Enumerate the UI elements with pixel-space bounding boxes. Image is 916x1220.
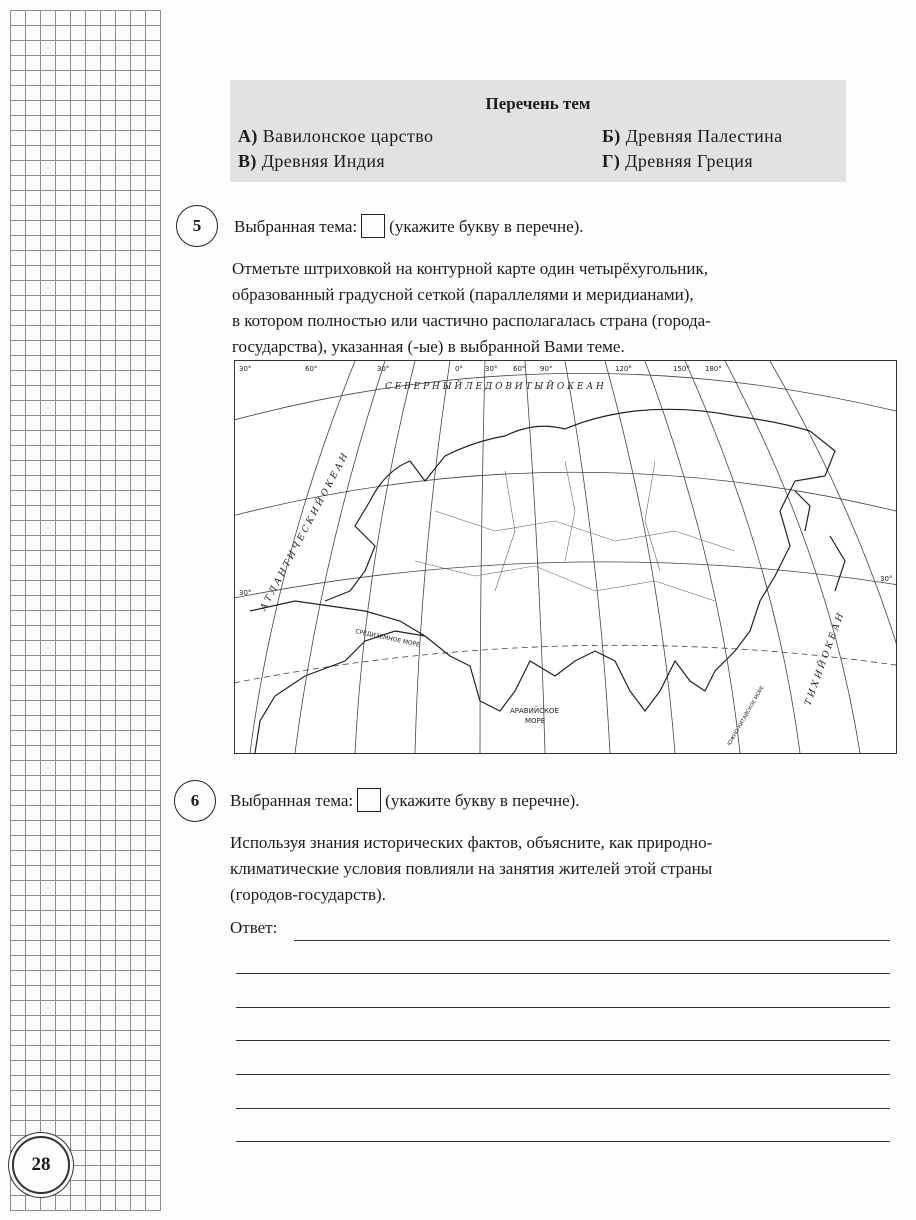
lon-label-8: 120° (615, 365, 632, 373)
answer-line-7[interactable] (236, 1141, 890, 1142)
task5-number: 5 (176, 205, 218, 247)
ocean-label-atlantic: А Т Л А Н Т И Ч Е С К И Й О К Е А Н (258, 452, 351, 613)
lat-label-left: 30° (239, 589, 252, 597)
topic-g: Г) Древняя Греция (602, 151, 754, 171)
task5-chosen-label: Выбранная тема: (234, 216, 358, 236)
task5-answer-box[interactable] (361, 214, 385, 238)
task5-instruction: Отметьте штриховкой на контурной карте один четырёхугольник, образованный градусной сеткой (параллелями и меридианами), в котором полностью или частично располагалась страна (города- государства), указанная (-ые) в выбранной Вами теме. (232, 259, 711, 356)
lon-label-1: 30° (239, 365, 252, 373)
answer-line-6[interactable] (236, 1108, 890, 1109)
task6-chosen-label: Выбранная тема: (230, 790, 354, 810)
sea-label-arabian-1: АРАВИЙСКОЕ (510, 707, 559, 715)
lon-label-2: 60° (305, 365, 318, 373)
task6-answer-box[interactable] (357, 788, 381, 812)
task6-chosen-topic (230, 790, 580, 814)
sea-label-south-china: ЮЖНО-КИТАЙСКОЕ МОРЕ (726, 685, 766, 747)
answer-line-1[interactable] (294, 940, 890, 941)
sea-label-arabian-2: МОРЕ (525, 717, 546, 725)
contour-map-svg (235, 361, 896, 753)
page-number: 28 (12, 1136, 70, 1194)
task5-chosen-topic (234, 216, 584, 240)
answer-line-2[interactable] (236, 973, 890, 974)
topics-title: Перечень тем (485, 94, 591, 113)
lon-label-5: 30° (485, 365, 498, 373)
task6-chosen-hint: (укажите букву в перечне). (385, 790, 580, 810)
lon-label-7: 90° (540, 365, 553, 373)
lon-label-3: 30° (377, 365, 390, 373)
topic-v: В) Древняя Индия (238, 151, 386, 171)
lon-label-4: 0° (455, 365, 463, 373)
grid-margin (10, 10, 161, 1211)
lat-label-right: 30° (880, 575, 893, 583)
answer-label: Ответ: (230, 918, 278, 937)
answer-line-4[interactable] (236, 1040, 890, 1041)
task5-chosen-hint: (укажите букву в перечне). (389, 216, 584, 236)
ocean-label-pacific: Т И Х И Й О К Е А Н (803, 612, 847, 708)
task6-number: 6 (174, 780, 216, 822)
lon-label-9: 150° (673, 365, 690, 373)
topics-box (230, 80, 846, 182)
lon-label-10: 180° (705, 365, 722, 373)
answer-line-5[interactable] (236, 1074, 890, 1075)
sea-label-mediterranean: СРЕДИЗЕМНОЕ МОРЕ (354, 628, 421, 649)
answer-line-3[interactable] (236, 1007, 890, 1008)
topic-b: Б) Древняя Палестина (602, 126, 783, 146)
topic-a: А) Вавилонское царство (238, 126, 434, 146)
task6-instruction: Используя знания исторических фактов, объясните, как природно- климатические условия повлияли на занятия жителей этой страны (городов-государств). (230, 833, 713, 904)
lon-label-6: 60° (513, 365, 526, 373)
ocean-label-north: С Е В Е Р Н Ы Й Л Е Д О В И Т Ы Й О К Е А Н (385, 382, 604, 392)
contour-map[interactable] (234, 360, 897, 754)
